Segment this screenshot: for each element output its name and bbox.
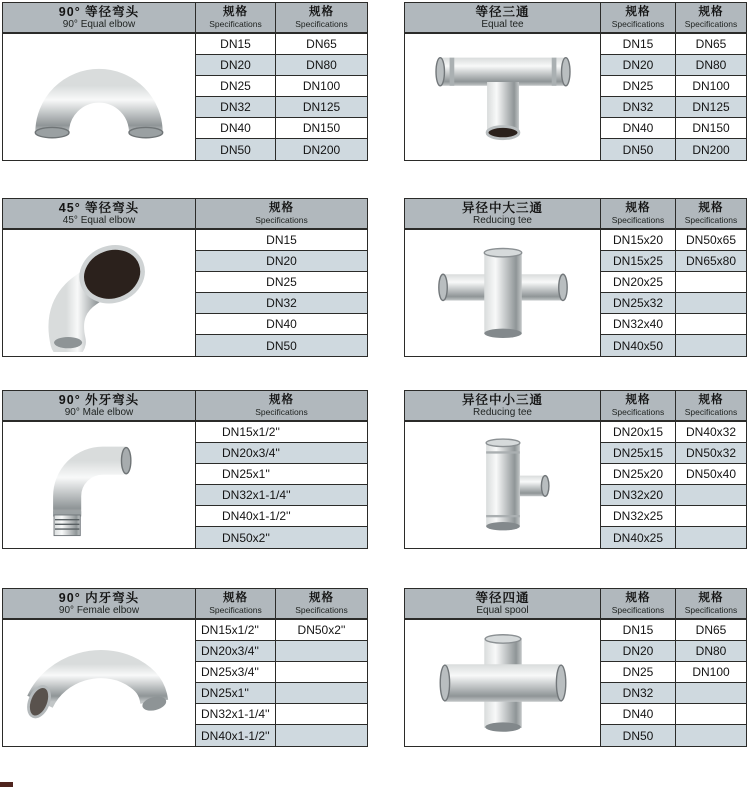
spec-header (195, 3, 275, 34)
spec-header-en: Specifications (255, 215, 308, 225)
spec-header-en: Specifications (684, 19, 738, 29)
spec-value (675, 527, 746, 548)
photo-equal-tee (405, 34, 600, 160)
product-title-zh: 90° 外牙弯头 (58, 393, 140, 407)
spec-header (675, 391, 746, 422)
spec-value: DN25x1'' (195, 464, 367, 485)
page-corner-mark (0, 782, 13, 787)
spec-header (675, 589, 746, 620)
spec-header-en: Specifications (684, 605, 738, 615)
product-title-zh: 等径三通 (475, 5, 530, 19)
spec-value: DN100 (675, 76, 746, 97)
spec-header-en: Specifications (255, 407, 308, 417)
spec-value: DN200 (275, 139, 367, 160)
spec-value: DN15 (195, 34, 275, 55)
spec-header (275, 589, 367, 620)
90-male-elbow-drawing (10, 426, 188, 544)
product-title-cell (405, 391, 600, 422)
spec-value: DN15x25 (600, 251, 675, 272)
reducing-tee-small-drawing (414, 426, 592, 544)
spec-value: DN125 (275, 97, 367, 118)
section-reducing-tee-large (404, 198, 747, 357)
spec-header (275, 3, 367, 34)
spec-value: DN50x2'' (275, 620, 367, 641)
spec-value (675, 272, 746, 293)
product-title-zh: 90° 等径弯头 (58, 5, 140, 19)
product-title-cell (3, 589, 195, 620)
spec-value: DN20x25 (600, 272, 675, 293)
spec-header-zh: 规格 (625, 592, 651, 604)
spec-value: DN20x3/4'' (195, 443, 367, 464)
spec-value: DN32 (600, 683, 675, 704)
spec-value (275, 704, 367, 725)
spec-value: DN25 (195, 76, 275, 97)
photo-90-female-elbow (3, 620, 195, 746)
spec-header-en: Specifications (295, 19, 348, 29)
product-title-en: 90° Equal elbow (62, 19, 136, 30)
spec-value: DN32x20 (600, 485, 675, 506)
spec-value: DN15 (600, 34, 675, 55)
spec-value: DN50 (600, 725, 675, 746)
spec-header-zh: 规格 (698, 202, 724, 214)
spec-value: DN65x80 (675, 251, 746, 272)
product-title-zh: 90° 内牙弯头 (58, 591, 140, 605)
spec-header (600, 3, 675, 34)
90-female-elbow-drawing (10, 624, 188, 742)
product-title-en: Equal spool (476, 605, 529, 616)
spec-value: DN150 (275, 118, 367, 139)
spec-value: DN20 (600, 55, 675, 76)
spec-header-en: Specifications (611, 19, 665, 29)
spec-header (600, 199, 675, 230)
spec-value: DN25x32 (600, 293, 675, 314)
spec-header (195, 391, 367, 422)
spec-value: DN25x3/4'' (195, 662, 275, 683)
product-title-cell (3, 3, 195, 34)
product-title-zh: 等径四通 (475, 591, 530, 605)
spec-value: DN32x1-1/4'' (195, 704, 275, 725)
spec-value (675, 335, 746, 356)
spec-value: DN40x25 (600, 527, 675, 548)
spec-value: DN100 (275, 76, 367, 97)
product-title-zh: 45° 等径弯头 (58, 201, 140, 215)
spec-header-en: Specifications (611, 605, 665, 615)
spec-value (675, 683, 746, 704)
spec-value: DN25 (195, 272, 367, 293)
product-title-cell (3, 199, 195, 230)
spec-value: DN40x1-1/2'' (195, 506, 367, 527)
spec-value: DN40x32 (675, 422, 746, 443)
spec-header (195, 199, 367, 230)
section-equal-tee (404, 2, 747, 161)
spec-value: DN15x1/2'' (195, 620, 275, 641)
spec-value: DN50x32 (675, 443, 746, 464)
photo-reducing-tee-small (405, 422, 600, 548)
spec-value: DN40x50 (600, 335, 675, 356)
spec-value: DN40 (600, 704, 675, 725)
spec-value: DN25x15 (600, 443, 675, 464)
spec-header-zh: 规格 (223, 592, 248, 604)
spec-header (675, 199, 746, 230)
spec-value: DN50 (195, 335, 367, 356)
spec-value (675, 485, 746, 506)
spec-header (195, 589, 275, 620)
spec-value (675, 725, 746, 746)
90-equal-elbow-drawing (10, 38, 188, 156)
photo-reducing-tee-large (405, 230, 600, 356)
spec-value: DN150 (675, 118, 746, 139)
product-title-en: Reducing tee (473, 215, 532, 226)
photo-90-equal-elbow (3, 34, 195, 160)
product-title-zh: 异径中小三通 (461, 393, 543, 407)
spec-value: DN32x25 (600, 506, 675, 527)
spec-value: DN32x1-1/4'' (195, 485, 367, 506)
spec-value: DN65 (675, 620, 746, 641)
spec-value: DN15 (600, 620, 675, 641)
spec-value (275, 662, 367, 683)
product-title-cell (3, 391, 195, 422)
photo-90-male-elbow (3, 422, 195, 548)
equal-spool-cross-drawing (414, 624, 592, 742)
spec-header-en: Specifications (684, 407, 738, 417)
spec-header-en: Specifications (295, 605, 348, 615)
spec-header (600, 589, 675, 620)
spec-header-zh: 规格 (625, 202, 651, 214)
spec-value (675, 704, 746, 725)
product-title-cell (405, 3, 600, 34)
spec-value: DN65 (275, 34, 367, 55)
spec-value: DN100 (675, 662, 746, 683)
spec-value: DN80 (275, 55, 367, 76)
section-90-male-elbow (2, 390, 368, 549)
spec-header (675, 3, 746, 34)
spec-value: DN40 (195, 118, 275, 139)
spec-value: DN25 (600, 76, 675, 97)
spec-value: DN25 (600, 662, 675, 683)
spec-value: DN15x20 (600, 230, 675, 251)
spec-value: DN50 (600, 139, 675, 160)
spec-value (675, 506, 746, 527)
spec-header (600, 391, 675, 422)
spec-value: DN20x15 (600, 422, 675, 443)
spec-header-zh: 规格 (223, 6, 248, 18)
section-90-equal-elbow (2, 2, 368, 161)
45-equal-elbow-drawing (10, 234, 188, 352)
spec-value: DN32 (600, 97, 675, 118)
spec-header-zh: 规格 (698, 394, 724, 406)
spec-header-zh: 规格 (269, 394, 294, 406)
spec-value: DN80 (675, 55, 746, 76)
spec-value (275, 725, 367, 746)
spec-value (675, 314, 746, 335)
spec-header-zh: 规格 (698, 592, 724, 604)
reducing-tee-large-drawing (414, 234, 592, 352)
spec-value (275, 641, 367, 662)
spec-value: DN50x65 (675, 230, 746, 251)
equal-tee-drawing (414, 38, 592, 156)
spec-value: DN32x40 (600, 314, 675, 335)
spec-header-en: Specifications (209, 605, 262, 615)
product-title-en: 90° Female elbow (58, 605, 140, 616)
section-45-equal-elbow (2, 198, 368, 357)
spec-value: DN25x1'' (195, 683, 275, 704)
spec-header-zh: 规格 (698, 6, 724, 18)
product-title-en: 90° Male elbow (64, 407, 134, 418)
spec-value: DN50 (195, 139, 275, 160)
spec-value: DN80 (675, 641, 746, 662)
spec-value: DN200 (675, 139, 746, 160)
section-90-female-elbow (2, 588, 368, 747)
spec-value (275, 683, 367, 704)
product-title-en: Reducing tee (473, 407, 532, 418)
spec-value: DN32 (195, 97, 275, 118)
spec-header-en: Specifications (611, 215, 665, 225)
spec-value: DN15x1/2'' (195, 422, 367, 443)
section-equal-spool (404, 588, 747, 747)
spec-header-zh: 规格 (625, 394, 651, 406)
spec-header-zh: 规格 (309, 592, 334, 604)
spec-value: DN40x1-1/2'' (195, 725, 275, 746)
spec-header-zh: 规格 (309, 6, 334, 18)
spec-value (675, 293, 746, 314)
spec-value: DN50x2'' (195, 527, 367, 548)
spec-value: DN15 (195, 230, 367, 251)
photo-equal-spool-cross (405, 620, 600, 746)
section-reducing-tee-small (404, 390, 747, 549)
spec-header-zh: 规格 (625, 6, 651, 18)
spec-value: DN20 (195, 251, 367, 272)
spec-header-zh: 规格 (269, 202, 294, 214)
spec-value: DN40 (600, 118, 675, 139)
product-title-cell (405, 199, 600, 230)
spec-value: DN25x20 (600, 464, 675, 485)
spec-value: DN125 (675, 97, 746, 118)
spec-value: DN65 (675, 34, 746, 55)
photo-45-equal-elbow (3, 230, 195, 356)
spec-header-en: Specifications (684, 215, 738, 225)
product-title-en: 45° Equal elbow (62, 215, 136, 226)
spec-value: DN20 (600, 641, 675, 662)
spec-header-en: Specifications (209, 19, 262, 29)
spec-value: DN20x3/4'' (195, 641, 275, 662)
spec-header-en: Specifications (611, 407, 665, 417)
spec-value: DN50x40 (675, 464, 746, 485)
product-title-cell (405, 589, 600, 620)
spec-value: DN20 (195, 55, 275, 76)
spec-value: DN40 (195, 314, 367, 335)
product-title-en: Equal tee (481, 19, 524, 30)
spec-value: DN32 (195, 293, 367, 314)
product-title-zh: 异径中大三通 (461, 201, 543, 215)
